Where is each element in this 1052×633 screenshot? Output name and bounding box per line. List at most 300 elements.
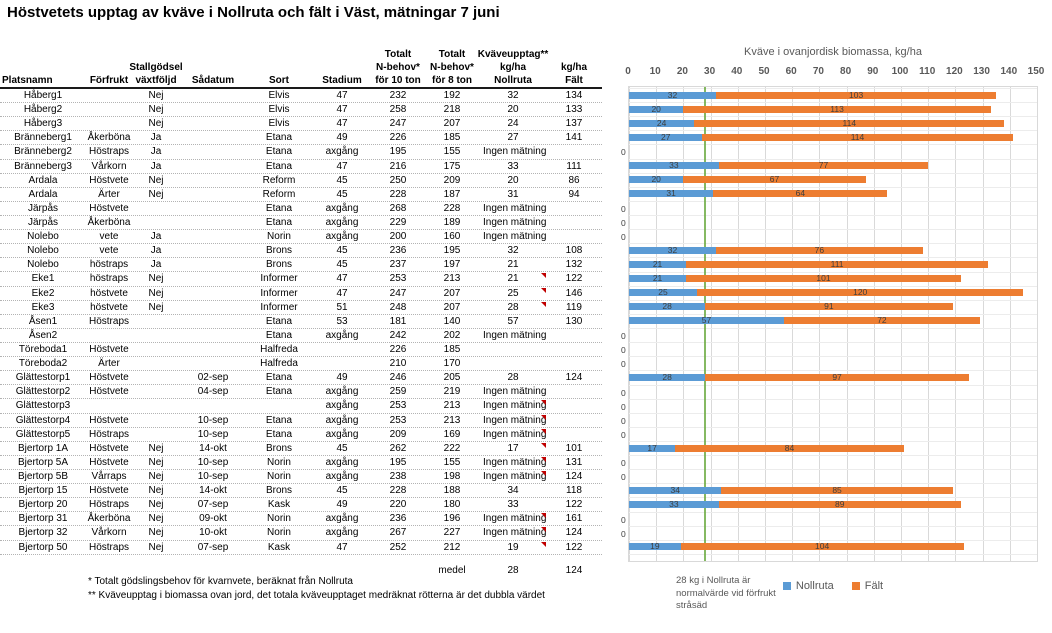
cell-n10[interactable]: 242 [389,329,407,341]
cell-sadatum[interactable] [180,103,246,116]
cell-n10[interactable]: 216 [389,160,407,172]
cell-stadium[interactable]: axgång [325,386,359,398]
cell-stall[interactable]: Nej [148,287,164,299]
cell-n8[interactable]: 170 [443,358,461,370]
bar-falt-segment[interactable] [686,275,961,282]
cell-noll[interactable]: 20 [507,174,519,186]
bar-nollruta-segment[interactable] [629,131,702,142]
cell-plats[interactable]: Ardala [28,174,58,186]
cell-noll[interactable]: 21 [507,259,519,271]
bar-falt-segment[interactable] [784,317,980,324]
cell-sort[interactable]: Etana [265,428,293,440]
cell-forfrukt[interactable]: vete [99,245,119,257]
cell-forfrukt[interactable]: Höstvete [89,343,129,355]
cell-n8[interactable]: 169 [443,428,461,440]
cell-sort[interactable]: Etana [265,315,293,327]
average-n8[interactable]: medel [438,565,466,576]
cell-plats[interactable]: Glättestorp1 [15,372,71,384]
cell-stall[interactable] [132,202,180,215]
cell-sadatum[interactable]: 14-okt [199,442,227,454]
cell-plats[interactable]: Bjertorp 31 [18,513,68,525]
cell-n8[interactable]: 227 [443,527,461,539]
cell-forfrukt[interactable]: Åkerböna [87,132,131,144]
cell-plats[interactable]: Nolebo [27,231,59,243]
bar-nollruta-segment[interactable] [629,442,675,453]
cell-forfrukt[interactable]: Höstraps [88,315,129,327]
cell-sort[interactable]: Norin [267,527,291,539]
cell-n8[interactable]: 192 [443,90,461,101]
cell-stadium[interactable]: axgång [325,329,359,341]
cell-n10[interactable]: 237 [389,259,407,271]
cell-stadium[interactable]: 53 [336,315,348,327]
cell-stadium[interactable]: 47 [336,160,348,172]
cell-stall[interactable]: Nej [148,485,164,497]
bar-nollruta-segment[interactable] [629,258,686,269]
cell-forfrukt[interactable]: Åkerböna [87,513,131,525]
column-header-stall[interactable] [129,61,183,87]
cell-noll[interactable]: 17 [480,442,546,455]
cell-sort[interactable]: Etana [265,132,293,144]
cell-n8[interactable]: 213 [443,400,461,412]
cell-sort[interactable]: Etana [265,202,293,214]
cell-n10[interactable]: 226 [389,343,407,355]
cell-stall[interactable]: Nej [148,90,164,101]
cell-sadatum[interactable]: 10-sep [197,414,229,426]
bar-nollruta-segment[interactable] [629,317,784,324]
bar-falt-segment[interactable] [721,484,952,495]
cell-n10[interactable]: 229 [389,216,407,228]
cell-plats[interactable]: Töreboda2 [18,358,68,370]
cell-stall[interactable]: Ja [150,259,162,271]
cell-noll[interactable]: Ingen mätning [483,470,546,482]
cell-noll[interactable]: Ingen mätning [483,386,547,398]
cell-plats[interactable]: Glättestorp4 [15,414,71,426]
legend-item-nollruta[interactable] [783,580,834,592]
cell-forfrukt[interactable]: Höstvete [89,386,129,398]
cell-noll[interactable]: 19 [480,541,546,554]
cell-plats[interactable]: Nolebo [27,245,59,257]
cell-sadatum[interactable]: 10-sep [197,456,229,468]
cell-n8[interactable]: 185 [443,343,461,355]
cell-forfrukt[interactable]: höstraps [89,273,129,285]
cell-stadium[interactable]: axgång [325,146,359,158]
cell-sort[interactable]: Brons [265,485,293,497]
cell-stall[interactable]: Nej [148,301,164,313]
cell-stadium[interactable]: axgång [325,216,359,228]
cell-sadatum[interactable] [180,131,246,144]
bar-nollruta-segment[interactable] [629,117,694,128]
cell-sort[interactable]: Etana [265,372,293,384]
cell-n8[interactable]: 185 [443,132,461,144]
cell-n10[interactable]: 181 [389,315,407,327]
cell-stadium[interactable]: 45 [336,188,348,200]
cell-stall[interactable] [132,385,180,398]
cell-stadium[interactable]: 45 [336,259,348,271]
cell-forfrukt[interactable] [86,103,132,116]
cell-plats[interactable]: Bränneberg1 [14,132,72,144]
cell-n8[interactable]: 219 [443,386,461,398]
cell-falt[interactable]: 131 [565,456,583,468]
cell-stall[interactable]: Nej [148,188,164,200]
cell-sadatum[interactable] [180,258,246,271]
cell-stadium[interactable]: axgång [325,400,359,412]
column-header-n10[interactable] [372,48,424,87]
cell-plats[interactable]: Glättestorp3 [15,400,71,412]
cell-sort[interactable]: Informer [260,301,298,313]
cell-sort[interactable]: Brons [265,442,293,454]
cell-falt[interactable] [546,414,602,427]
cell-n10[interactable]: 253 [389,273,407,285]
cell-stadium[interactable]: axgång [325,231,359,243]
bar-nollruta-segment[interactable] [629,275,686,282]
cell-sadatum[interactable] [180,357,246,370]
cell-n10[interactable]: 236 [389,245,407,257]
cell-n8[interactable]: 207 [443,118,461,130]
cell-forfrukt[interactable]: Ärter [98,188,120,200]
bar-falt-segment[interactable] [694,117,1004,128]
cell-stall[interactable]: Nej [148,541,164,553]
cell-n10[interactable]: 195 [389,146,407,158]
cell-noll[interactable]: 24 [507,118,519,130]
bar-falt-segment[interactable] [705,371,969,382]
cell-stadium[interactable]: 45 [336,442,348,454]
cell-sadatum[interactable] [180,301,246,314]
cell-plats[interactable]: Åsen1 [28,315,58,327]
cell-n10[interactable]: 236 [389,513,407,525]
cell-falt[interactable] [546,428,602,441]
cell-stadium[interactable]: 45 [336,485,348,497]
cell-n8[interactable]: 197 [443,259,461,271]
comment-indicator[interactable] [541,415,546,420]
cell-n8[interactable]: 207 [443,287,461,299]
cell-falt[interactable]: 86 [568,174,580,186]
cell-stall[interactable] [132,315,180,328]
cell-stall[interactable]: Nej [148,527,164,539]
cell-falt[interactable] [546,202,602,215]
cell-stall[interactable]: Nej [148,513,164,525]
cell-falt[interactable] [546,145,602,158]
cell-plats[interactable]: Bjertorp 20 [18,499,68,511]
bar-nollruta-segment[interactable] [629,190,713,197]
cell-falt[interactable] [546,357,602,370]
cell-forfrukt[interactable]: Vårraps [91,470,127,482]
cell-n8[interactable]: 180 [443,499,461,511]
column-header-falt[interactable] [546,61,602,87]
cell-sort[interactable]: Elvis [268,118,290,130]
cell-forfrukt[interactable]: vete [99,231,119,243]
cell-stall[interactable]: Ja [150,231,162,243]
cell-plats[interactable]: Töreboda1 [18,343,68,355]
bar-nollruta-segment[interactable] [629,303,705,310]
cell-n8[interactable]: 140 [443,315,461,327]
comment-indicator[interactable] [541,400,546,405]
cell-forfrukt[interactable]: Höstvete [89,414,129,426]
cell-n8[interactable]: 189 [443,216,461,228]
average-plats[interactable] [0,564,86,578]
cell-sadatum[interactable] [180,160,246,173]
cell-sort[interactable] [246,399,312,412]
cell-sadatum[interactable] [180,329,246,342]
cell-noll[interactable] [480,357,546,370]
cell-noll[interactable]: Ingen mätning [483,231,547,243]
cell-stadium[interactable]: 49 [336,499,348,511]
cell-stall[interactable]: Ja [150,132,162,144]
cell-n8[interactable]: 195 [443,245,461,257]
cell-stall[interactable]: Ja [150,146,162,158]
cell-forfrukt[interactable]: Höstvete [89,372,129,384]
cell-stadium[interactable]: 47 [336,273,348,285]
cell-falt[interactable]: 101 [565,442,583,454]
column-header-n8[interactable] [424,48,480,87]
cell-forfrukt[interactable]: höstraps [89,259,129,271]
cell-stall[interactable] [132,371,180,384]
bar-nollruta-segment[interactable] [629,484,721,495]
cell-sadatum[interactable]: 07-sep [197,541,229,553]
cell-sort[interactable]: Kask [267,499,291,511]
bar-nollruta-segment[interactable] [629,289,697,296]
cell-stadium[interactable]: axgång [325,428,359,440]
cell-falt[interactable]: 141 [565,132,583,144]
cell-stadium[interactable] [312,357,372,370]
cell-forfrukt[interactable]: Höstraps [88,428,129,440]
cell-noll[interactable]: Ingen mätning [483,456,546,468]
cell-stall[interactable] [132,329,180,342]
column-header-forfrukt[interactable] [86,74,132,87]
cell-n10[interactable]: 258 [389,104,407,116]
cell-sort[interactable]: Halfreda [260,358,298,370]
cell-stadium[interactable]: 47 [336,287,348,299]
cell-sort[interactable]: Brons [265,259,293,271]
cell-plats[interactable]: Eke2 [31,287,55,299]
cell-n8[interactable]: 213 [443,273,461,285]
cell-plats[interactable]: Åsen2 [28,329,58,341]
cell-stall[interactable]: Nej [148,273,164,285]
cell-sort[interactable]: Etana [265,329,293,341]
cell-noll[interactable]: 27 [507,132,519,144]
bar-falt-segment[interactable] [716,244,923,255]
cell-stall[interactable]: Nej [148,442,164,454]
cell-forfrukt[interactable]: Höstvete [89,174,129,186]
cell-stall[interactable] [132,216,180,229]
average-noll[interactable]: 28 [507,565,519,576]
cell-falt[interactable]: 161 [565,513,583,525]
cell-n10[interactable]: 250 [389,174,407,186]
bar-falt-segment[interactable] [719,498,961,509]
cell-falt[interactable]: 119 [566,301,582,313]
cell-sort[interactable]: Norin [267,456,291,468]
cell-sort[interactable]: Informer [260,273,298,285]
cell-plats[interactable]: Bjertorp 15 [18,485,68,497]
cell-sort[interactable]: Elvis [268,90,290,101]
cell-forfrukt[interactable]: Höstvete [89,442,129,454]
cell-n10[interactable]: 220 [389,499,407,511]
cell-sadatum[interactable] [180,230,246,243]
cell-sadatum[interactable]: 10-sep [197,470,229,482]
cell-sort[interactable]: Halfreda [260,343,298,355]
cell-sadatum[interactable]: 04-sep [197,386,229,398]
cell-stall[interactable]: Nej [148,104,164,116]
comment-indicator[interactable] [541,429,546,434]
cell-n10[interactable]: 228 [389,188,407,200]
cell-noll[interactable]: Ingen mätning [483,146,547,158]
cell-n10[interactable]: 247 [389,287,407,299]
cell-falt[interactable]: 130 [565,315,583,327]
cell-sadatum[interactable] [180,287,246,300]
cell-plats[interactable]: Håberg1 [23,90,63,101]
cell-n8[interactable]: 160 [443,231,461,243]
bar-nollruta-segment[interactable] [629,498,719,509]
cell-plats[interactable]: Nolebo [27,259,59,271]
cell-n8[interactable]: 209 [443,174,461,186]
bar-falt-segment[interactable] [719,162,928,169]
cell-plats[interactable]: Järpås [27,216,58,228]
cell-n10[interactable]: 267 [389,527,407,539]
cell-forfrukt[interactable]: höstvete [90,287,128,299]
cell-n8[interactable]: 205 [443,372,461,384]
cell-sadatum[interactable]: 02-sep [197,372,229,384]
cell-plats[interactable]: Bjertorp 32 [18,527,68,539]
cell-stadium[interactable]: axgång [325,456,359,468]
cell-plats[interactable]: Järpås [27,202,58,214]
cell-sort[interactable]: Etana [265,216,293,228]
cell-stall[interactable] [132,428,180,441]
cell-falt[interactable]: 118 [566,485,582,497]
bar-falt-segment[interactable] [675,442,903,453]
bar-nollruta-segment[interactable] [629,543,681,550]
cell-stall[interactable]: Nej [148,499,164,511]
cell-sort[interactable]: Elvis [268,104,290,116]
cell-stall[interactable] [132,414,180,427]
cell-n10[interactable]: 252 [389,541,407,553]
bar-nollruta-segment[interactable] [629,371,705,382]
column-header-stadium[interactable] [312,74,372,87]
cell-n10[interactable]: 268 [389,202,407,214]
cell-sadatum[interactable] [180,117,246,130]
cell-n8[interactable]: 222 [443,442,461,454]
cell-forfrukt[interactable]: höstvete [90,301,128,313]
cell-noll[interactable]: Ingen mätning [483,400,547,412]
cell-plats[interactable]: Bjertorp 50 [18,541,68,553]
cell-n8[interactable]: 188 [443,485,461,497]
cell-falt[interactable] [546,216,602,229]
cell-n8[interactable]: 187 [443,188,461,200]
cell-noll[interactable]: Ingen mätning [483,513,546,525]
cell-stadium[interactable]: axgång [325,513,359,525]
cell-stall[interactable]: Nej [148,456,164,468]
cell-n10[interactable]: 246 [389,372,407,384]
cell-forfrukt[interactable]: Höstvete [89,456,129,468]
cell-noll[interactable]: 34 [507,485,519,497]
cell-stadium[interactable]: 47 [336,90,348,101]
column-header-sadatum[interactable] [180,74,246,87]
cell-stall[interactable] [132,357,180,370]
cell-n8[interactable]: 218 [443,104,461,116]
cell-forfrukt[interactable] [86,329,132,342]
cell-forfrukt[interactable]: Höstraps [88,499,129,511]
cell-falt[interactable] [546,343,602,356]
cell-stadium[interactable]: 45 [336,245,348,257]
bar-nollruta-segment[interactable] [629,176,683,183]
cell-sadatum[interactable] [180,244,246,257]
cell-falt[interactable]: 94 [568,188,580,200]
cell-stall[interactable]: Nej [148,470,164,482]
cell-n10[interactable]: 248 [389,301,407,313]
cell-sort[interactable]: Norin [267,470,291,482]
cell-noll[interactable]: Ingen mätning [483,428,547,440]
bar-falt-segment[interactable] [713,190,887,197]
cell-n8[interactable]: 155 [443,146,461,158]
cell-plats[interactable]: Bränneberg2 [14,146,72,158]
cell-forfrukt[interactable]: Höstvete [89,202,129,214]
cell-sort[interactable]: Etana [265,414,293,426]
cell-plats[interactable]: Eke3 [31,301,55,313]
cell-sadatum[interactable]: 10-sep [197,428,229,440]
cell-n10[interactable]: 253 [389,400,407,412]
cell-n10[interactable]: 253 [389,414,407,426]
bar-falt-segment[interactable] [683,176,865,183]
cell-n10[interactable]: 247 [389,118,407,130]
cell-sadatum[interactable] [180,174,246,187]
cell-sort[interactable]: Norin [267,231,291,243]
cell-noll[interactable]: 28 [480,301,546,314]
cell-forfrukt[interactable] [86,117,132,130]
cell-n10[interactable]: 232 [389,90,407,101]
cell-noll[interactable]: 21 [480,272,546,285]
cell-n10[interactable]: 226 [389,132,407,144]
cell-falt[interactable]: 111 [566,160,582,172]
cell-forfrukt[interactable]: Höstraps [88,541,129,553]
cell-plats[interactable]: Bjertorp 1A [17,442,69,454]
cell-sort[interactable]: Informer [260,287,298,299]
cell-forfrukt[interactable]: Vårkorn [91,160,127,172]
cell-stall[interactable]: Nej [148,118,164,130]
cell-sadatum[interactable]: 14-okt [199,485,227,497]
cell-stadium[interactable]: 47 [336,118,348,130]
cell-falt[interactable]: 124 [565,527,583,539]
cell-sadatum[interactable]: 07-sep [197,499,229,511]
cell-falt[interactable] [546,230,602,243]
cell-n10[interactable]: 259 [389,386,407,398]
cell-falt[interactable]: 122 [565,273,583,285]
cell-forfrukt[interactable]: Höstvete [89,485,129,497]
cell-sort[interactable]: Etana [265,160,293,172]
cell-falt[interactable]: 146 [565,287,583,299]
cell-sadatum[interactable] [180,399,246,412]
cell-n8[interactable]: 196 [443,513,461,525]
chart-plot-area[interactable] [621,86,1038,562]
column-header-plats[interactable] [0,74,86,87]
cell-sadatum[interactable] [180,89,246,102]
cell-plats[interactable]: Ardala [28,188,58,200]
cell-forfrukt[interactable] [86,89,132,102]
average-falt[interactable]: 124 [565,565,583,576]
cell-stadium[interactable]: 49 [336,372,348,384]
cell-n8[interactable]: 212 [443,541,461,553]
cell-falt[interactable]: 137 [565,118,583,130]
cell-sadatum[interactable] [180,145,246,158]
cell-noll[interactable] [480,343,546,356]
cell-falt[interactable]: 108 [565,245,583,257]
cell-falt[interactable]: 122 [565,499,583,511]
cell-noll[interactable]: 57 [507,315,519,327]
bar-nollruta-segment[interactable] [629,89,716,100]
cell-falt[interactable]: 134 [565,90,583,101]
cell-plats[interactable]: Glättestorp5 [15,428,71,440]
cell-sadatum[interactable] [180,188,246,201]
cell-n10[interactable]: 195 [389,456,407,468]
cell-forfrukt[interactable]: Vårkorn [91,527,127,539]
cell-noll[interactable]: 33 [507,160,519,172]
